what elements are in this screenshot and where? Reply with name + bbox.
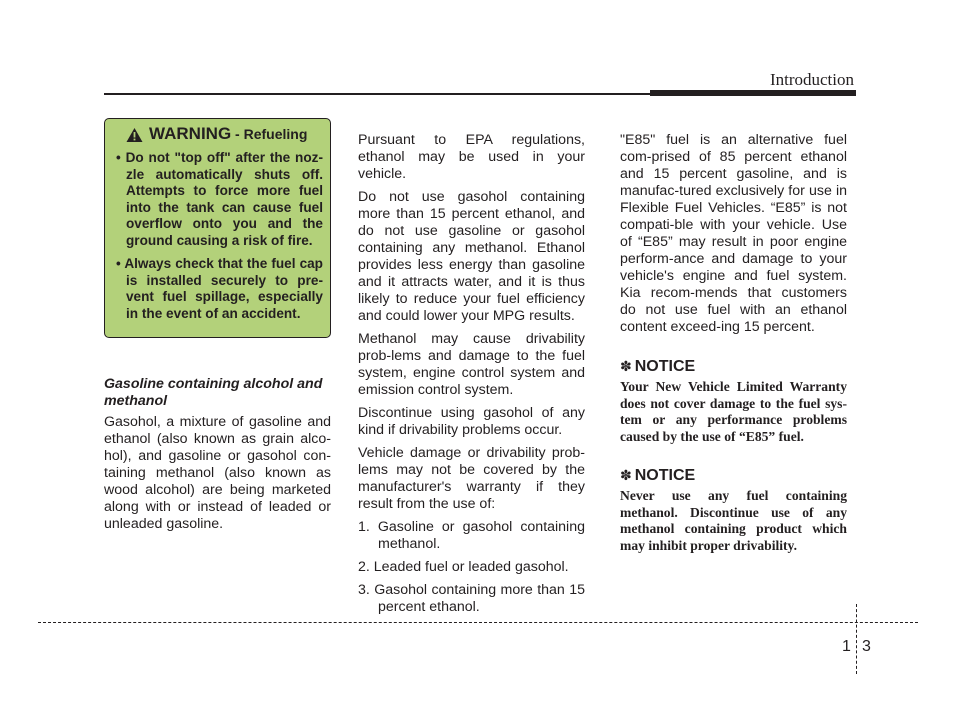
numbered-list bbox=[358, 519, 585, 616]
paragraph: Discontinue using gasohol of any kind if drivability problems occur. bbox=[358, 405, 585, 438]
paragraph: Vehicle damage or drivability prob-lems may not be covered by the manufacturer's warranty if they result from the use of: bbox=[358, 445, 585, 512]
column-right bbox=[620, 132, 847, 554]
list-item: 3. Gasohol containing more than 15 percent ethanol. bbox=[358, 582, 585, 615]
column-middle bbox=[358, 132, 585, 622]
notice-text: Your New Vehicle Limited Warranty does not cover damage to the fuel sys-tem or any performance problems caused by the use of “E85” fuel. bbox=[620, 379, 847, 444]
page-number: 3 bbox=[862, 638, 871, 655]
paragraph: Gasohol, a mixture of gasoline and ethanol (also known as grain alco-hol), and gasoline or gasohol con-taining methanol (also known as wood alcohol) are being marketed along with or instead of leaded or unleaded gasoline. bbox=[104, 414, 331, 532]
paragraph: Methanol may cause drivability prob-lems and damage to the fuel system, engine control system and emission control system. bbox=[358, 331, 585, 398]
notice-header bbox=[620, 467, 847, 484]
header-title: Introduction bbox=[769, 70, 854, 89]
paragraph: "E85" fuel is an alternative fuel com-prised of 85 percent ethanol and 15 percent gasoline, and is manufac-tured exclusively for use in Flexible Fuel Vehicles. “E85” is not compati-ble with your vehicle. Use of “E85” may result in poor engine perform-ance and damage to your vehicle's engine and fuel system. Kia recom-mends that customers do not use fuel with an ethanol content exceed-ing 15 percent. bbox=[620, 132, 847, 335]
warning-triangle-icon bbox=[126, 127, 143, 143]
asterisk-icon: ✽ bbox=[620, 467, 632, 483]
column-left bbox=[104, 118, 331, 539]
warning-subtitle: - Refueling bbox=[231, 126, 308, 142]
section-subhead: Gasoline containing alcohol and methanol bbox=[104, 376, 323, 409]
notice-title: NOTICE bbox=[634, 358, 696, 375]
header-bar bbox=[650, 90, 856, 96]
warning-list bbox=[112, 150, 323, 322]
warning-title: WARNING bbox=[149, 124, 232, 143]
notice-header bbox=[620, 358, 847, 375]
list-item: 1. Gasoline or gasohol containing methanol. bbox=[358, 519, 585, 552]
asterisk-icon: ✽ bbox=[620, 358, 632, 374]
paragraph: Pursuant to EPA regulations, ethanol may be used in your vehicle. bbox=[358, 132, 585, 182]
footer-divider bbox=[856, 604, 857, 674]
warning-header bbox=[126, 125, 323, 144]
warning-box bbox=[104, 118, 331, 338]
warning-item: • Do not "top off" after the noz-zle automatically shuts off. Attempts to force more fuel into the tank can cause fuel overflow onto you and the ground causing a risk of fire. bbox=[112, 150, 323, 249]
notice-title: NOTICE bbox=[634, 467, 696, 484]
notice-text: Never use any fuel containing methanol. Discontinue use of any methanol containing product which may inhibit proper drivability. bbox=[620, 488, 847, 553]
chapter-number: 1 bbox=[842, 638, 851, 655]
footer-rule bbox=[38, 622, 918, 623]
paragraph: Do not use gasohol containing more than 15 percent ethanol, and do not use gasoline or gasohol containing any methanol. Ethanol provides less energy than gasoline and it attracts water, and it is thus likely to reduce your fuel efficiency and could lower your MPG results. bbox=[358, 189, 585, 324]
warning-item: • Always check that the fuel cap is installed securely to pre-vent fuel spillage, especially in the event of an accident. bbox=[112, 256, 323, 322]
list-item: 2. Leaded fuel or leaded gasohol. bbox=[358, 559, 569, 575]
